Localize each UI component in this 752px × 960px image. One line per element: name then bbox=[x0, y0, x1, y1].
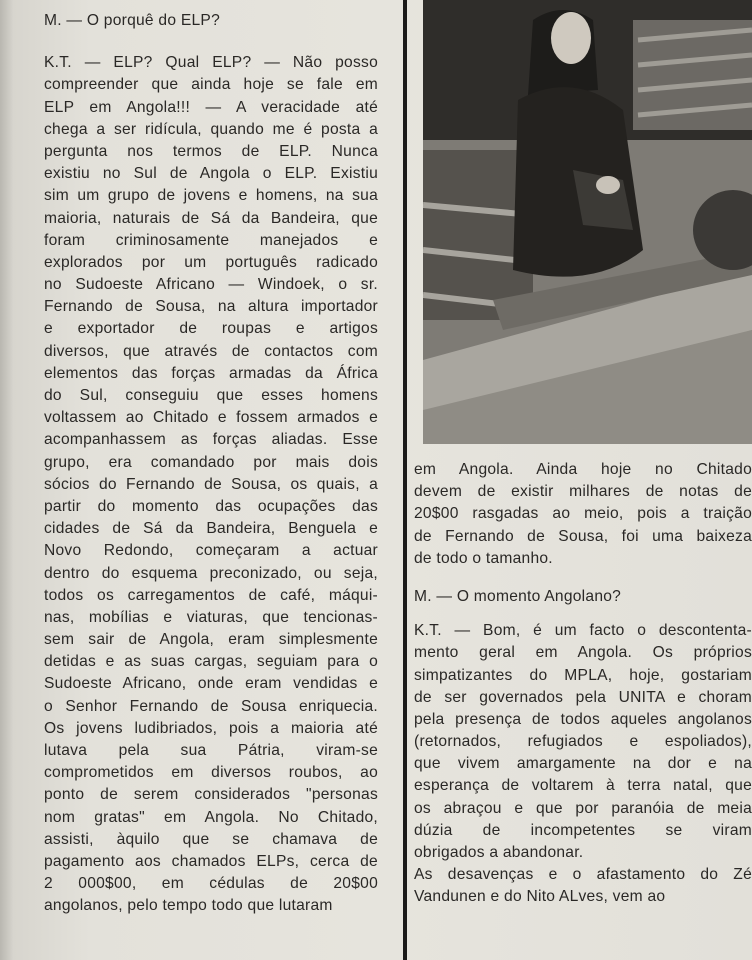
text-line: todos os carregamentos de café, máqui- bbox=[44, 586, 378, 604]
text-line: 20$00 rasgadas ao meio, pois a traição bbox=[414, 505, 752, 523]
text-line: Sudoeste Africano, onde eram vendidas e bbox=[44, 675, 378, 693]
text-line: pergunta nos termos de ELP. Nunca bbox=[44, 142, 378, 160]
text-line: dentro do esquema preconizado, ou seja, bbox=[44, 564, 378, 582]
text-line: os abraçou e que por paranóia de meia bbox=[414, 799, 752, 817]
photo-seated-woman bbox=[423, 0, 752, 444]
text-line: explorados por um português radicado bbox=[44, 253, 378, 271]
text-line: que vivem amargamente na dor e na bbox=[414, 755, 752, 773]
photo-illustration bbox=[423, 0, 752, 444]
left-column-text bbox=[44, 52, 378, 917]
text-line: no Sudoeste Africano — Windoek, o sr. bbox=[44, 276, 378, 294]
text-line: (retornados, refugiados e espoliados), bbox=[414, 733, 752, 751]
text-line: de Fernando de Sousa, foi uma baixeza bbox=[414, 527, 752, 545]
text-line: Novo Redondo, começaram a actuar bbox=[44, 542, 378, 560]
text-line: ELP em Angola!!! — A veracidade até bbox=[44, 98, 378, 116]
text-line: de todo o tamanho. bbox=[414, 549, 553, 567]
text-line: elementos das forças armadas da África bbox=[44, 364, 378, 382]
text-line: Os jovens ludibriados, pois a maioria até bbox=[44, 719, 378, 737]
text-line: em Angola. Ainda hoje no Chitado bbox=[414, 461, 752, 478]
question-heading-2: M. — O momento Angolano? bbox=[414, 587, 622, 605]
text-line: e exportador de roupas e artigos bbox=[44, 320, 378, 338]
text-line: grupo, era comandado por mais dois bbox=[44, 453, 378, 471]
text-line: partir do momento das ocupações das bbox=[44, 497, 378, 515]
text-line: chega a ser ridícula, quando me é posta a bbox=[44, 120, 378, 138]
text-line: assisti, àquilo que se chamava de bbox=[44, 830, 378, 848]
text-line: detidas e as suas cargas, seguiam para o bbox=[44, 653, 378, 671]
left-column bbox=[44, 10, 378, 918]
text-line: voltassem ao Chitado e fossem armados e bbox=[44, 409, 378, 427]
column-divider bbox=[403, 0, 407, 960]
text-line: de ser governados pela UNITA e choram bbox=[414, 688, 752, 706]
text-line: acompanhassem as forças aliadas. Esse bbox=[44, 431, 378, 449]
text-line: do Sul, conseguiu que esses homens bbox=[44, 387, 378, 404]
right-column bbox=[414, 459, 752, 909]
text-line: sim um grupo de jovens e homens, na sua bbox=[44, 187, 378, 205]
text-line: K.T. — Bom, é um facto o descontenta- bbox=[414, 622, 752, 640]
text-line: esperança de voltarem à terra natal, que bbox=[414, 777, 752, 795]
text-line: ponto de serem considerados "personas bbox=[44, 786, 378, 804]
page-edge bbox=[0, 0, 14, 960]
text-line: o Senhor Fernando de Sousa enriquecia. bbox=[44, 697, 378, 715]
text-line: maioria, naturais de Sá da Bandeira, que bbox=[44, 209, 378, 227]
text-line: compreender que ainda hoje se fale em bbox=[44, 76, 378, 94]
text-line: devem de existir milhares de notas de bbox=[414, 483, 752, 501]
text-line: foram criminosamente manejados e bbox=[44, 231, 378, 249]
text-line: angolanos, pelo tempo todo que lutaram bbox=[44, 897, 333, 915]
text-line: K.T. — ELP? Qual ELP? — Não posso bbox=[44, 54, 378, 72]
text-line: Fernando de Sousa, na altura importador bbox=[44, 298, 378, 316]
text-line: existiu no Sul de Angola o ELP. Existiu bbox=[44, 165, 378, 183]
text-line: simpatizantes do MPLA, hoje, gostariam bbox=[414, 666, 752, 684]
text-line: pela presença de todos aqueles angolanos bbox=[414, 710, 752, 728]
text-line: sem sair de Angola, eram simplesmente bbox=[44, 631, 378, 649]
text-line: sócios do Fernando de Sousa, os quais, a bbox=[44, 475, 378, 493]
text-line: nom gratas" em Angola. No Chitado, bbox=[44, 808, 378, 826]
text-line: dúzia de incompetentes se viram bbox=[414, 821, 752, 839]
text-line: diversos, que através de contactos com bbox=[44, 342, 378, 360]
text-line: cidades de Sá da Bandeira, Benguela e bbox=[44, 520, 378, 538]
text-line: Vandunen e do Nito ALves, vem ao bbox=[414, 888, 666, 906]
question-heading: M. — O porquê do ELP? bbox=[44, 12, 221, 29]
spacer bbox=[414, 570, 752, 586]
text-line: pagamento aos chamados ELPs, cerca de bbox=[44, 852, 378, 870]
text-line: As desavenças e o afastamento do Zé bbox=[414, 866, 752, 884]
text-line: 2 000$00, em cédulas de 20$00 bbox=[44, 875, 378, 893]
text-line: lutava pela sua Pátria, viram-se bbox=[44, 742, 378, 759]
text-line: obrigados a abandonar. bbox=[414, 844, 584, 861]
text-line: nas, mobílias e viaturas, que tencionas- bbox=[44, 608, 378, 626]
continuation-text bbox=[414, 459, 752, 570]
text-line: mento geral em Angola. Os próprios bbox=[414, 644, 752, 662]
text-line: comprometidos em diversos roubos, ao bbox=[44, 764, 378, 782]
answer-text bbox=[414, 620, 752, 908]
